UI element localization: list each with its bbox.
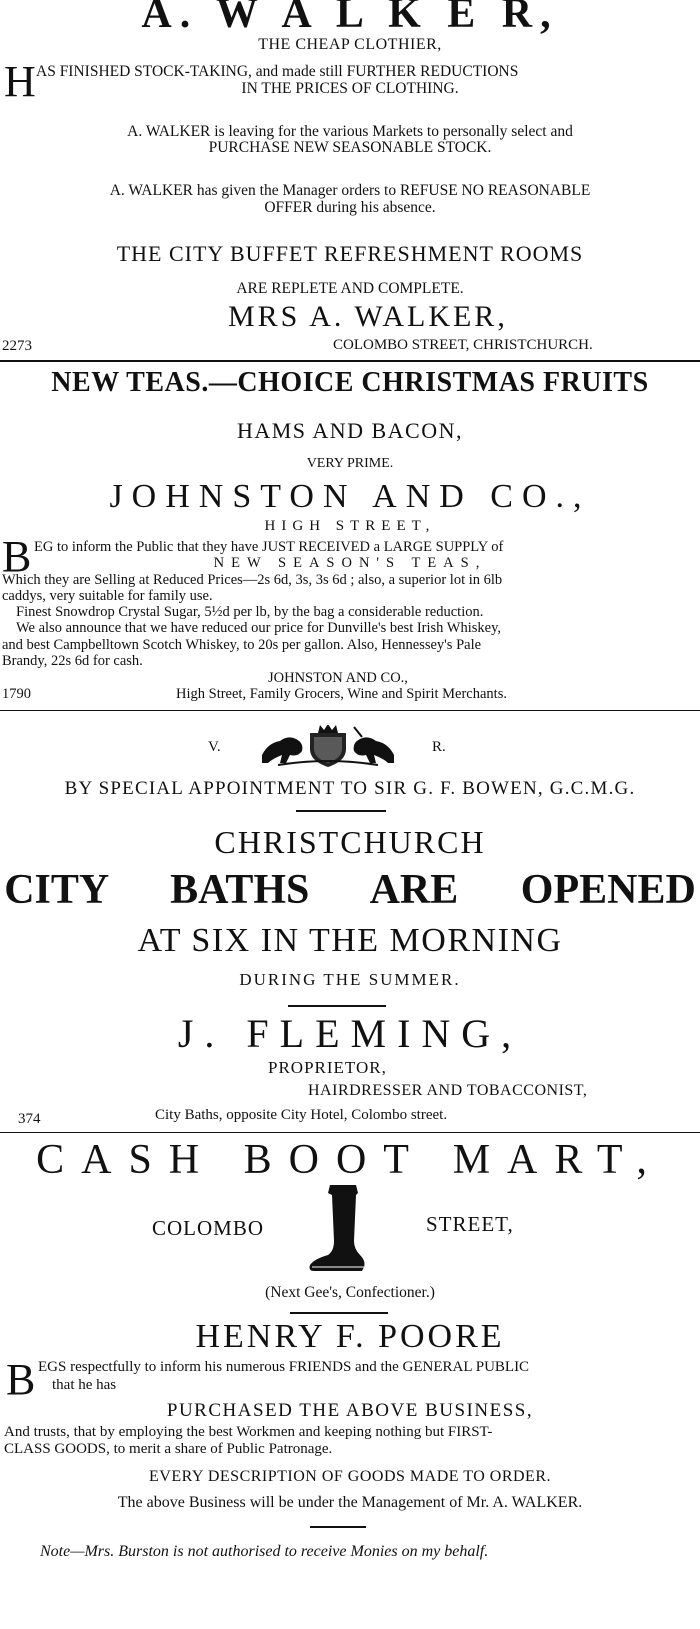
drop-cap-b: B [6,1355,36,1404]
royal-crest-icon [258,725,398,774]
johnston-signature: JOHNSTON AND CO., [268,670,408,686]
boot-left: COLOMBO [152,1216,265,1240]
walker-p3-line1: A. WALKER has given the Manager orders to REFUSE NO REASONABLE [109,182,591,199]
johnston-sub2: VERY PRIME. [306,456,394,471]
walker-heading: A. W A L K E R, [141,0,559,37]
johnston-ad-number: 1790 [2,686,31,702]
divider [0,360,700,362]
johnston-street: HIGH STREET, [264,518,436,534]
johnston-name: JOHNSTON AND CO., [109,478,591,515]
baths-city: CHRISTCHURCH [214,824,486,860]
divider [296,810,386,812]
johnston-line4: caddys, very suitable for family use. [2,588,213,604]
johnston-line7: and best Campbelltown Scotch Whiskey, to 20s per gallon. Also, Hennessey's Pale [2,637,482,653]
boot-icon [308,1183,368,1280]
fleming-name: J. FLEMING, [177,1011,523,1056]
drop-cap-h: H [4,57,36,106]
walker-p2-line1: A. WALKER is leaving for the various Markets to personally select and [127,123,573,140]
appointment-line: BY SPECIAL APPOINTMENT TO SIR G. F. BOWEN, G.C.M.G. [64,778,636,799]
royal-v: V. [208,739,221,755]
baths-line2: AT SIX IN THE MORNING [137,922,563,959]
boot-headline: CASH BOOT MART, [36,1137,664,1183]
boot-right: STREET, [426,1212,514,1236]
poore-line4: CLASS GOODS, to merit a share of Public Patronage. [4,1441,333,1457]
walker-ad-number: 2273 [2,338,32,354]
divider [288,1005,386,1007]
buffet-title: THE CITY BUFFET REFRESHMENT ROOMS [116,241,584,266]
johnston-line1: EG to inform the Public that they have JUST RECEIVED a LARGE SUPPLY of [34,539,504,555]
walker-subheading: THE CHEAP CLOTHIER, [258,36,442,53]
baths-headline: CITY BATHS ARE OPENED [4,867,696,913]
fleming-trade: HAIRDRESSER AND TOBACCONIST, [308,1082,588,1099]
johnston-line2: NEW SEASON'S TEAS, [213,555,487,571]
baths-line3: DURING THE SUMMER. [239,970,461,989]
divider [310,1526,366,1528]
johnston-line6: We also announce that we have reduced our price for Dunville's best Irish Whiskey, [16,620,502,636]
divider [0,710,700,711]
walker-address: COLOMBO STREET, CHRISTCHURCH. [333,337,593,353]
poore-note: Note—Mrs. Burston is not authorised to receive Monies on my behalf. [40,1543,489,1560]
poore-line3: And trusts, that by employing the best Workmen and keeping nothing but FIRST- [4,1424,493,1440]
poore-management: The above Business will be under the Management of Mr. A. WALKER. [117,1494,583,1511]
mrs-walker: MRS A. WALKER, [228,300,508,333]
baths-address: City Baths, opposite City Hotel, Colombo street. [155,1107,448,1123]
drop-cap-b: B [2,532,32,581]
poore-line1: EGS respectfully to inform his numerous FRIENDS and the GENERAL PUBLIC [38,1359,530,1375]
johnston-signature-address: High Street, Family Grocers, Wine and Spirit Merchants. [176,686,507,702]
johnston-sub1: HAMS AND BACON, [236,418,464,443]
buffet-subtitle: ARE REPLETE AND COMPLETE. [236,280,464,297]
poore-every: EVERY DESCRIPTION OF GOODS MADE TO ORDER. [148,1468,551,1485]
royal-r: R. [432,739,446,755]
walker-p1-line1: AS FINISHED STOCK-TAKING, and made still FURTHER REDUCTIONS [36,63,519,80]
johnston-line8: Brandy, 22s 6d for cash. [2,653,143,669]
baths-ad-number: 374 [18,1111,41,1127]
boot-next: (Next Gee's, Confectioner.) [265,1284,435,1301]
walker-p3-line2: OFFER during his absence. [264,199,436,216]
divider [290,1312,388,1314]
johnston-line5: Finest Snowdrop Crystal Sugar, 5½d per lb, by the bag a considerable reduction. [16,604,484,620]
johnston-headline: NEW TEAS.—CHOICE CHRISTMAS FRUITS [51,367,649,398]
fleming-role: PROPRIETOR, [268,1058,387,1077]
divider [0,1132,700,1133]
johnston-line3: Which they are Selling at Reduced Prices—2s 6d, 3s, 3s 6d ; also, a superior lot in 6lb [2,572,503,588]
walker-p2-line2: PURCHASE NEW SEASONABLE STOCK. [208,139,492,156]
poore-line2: that he has [52,1377,117,1393]
walker-p1-line2: IN THE PRICES OF CLOTHING. [241,80,459,97]
poore-name: HENRY F. POORE [195,1318,505,1355]
poore-purchased: PURCHASED THE ABOVE BUSINESS, [166,1400,534,1421]
